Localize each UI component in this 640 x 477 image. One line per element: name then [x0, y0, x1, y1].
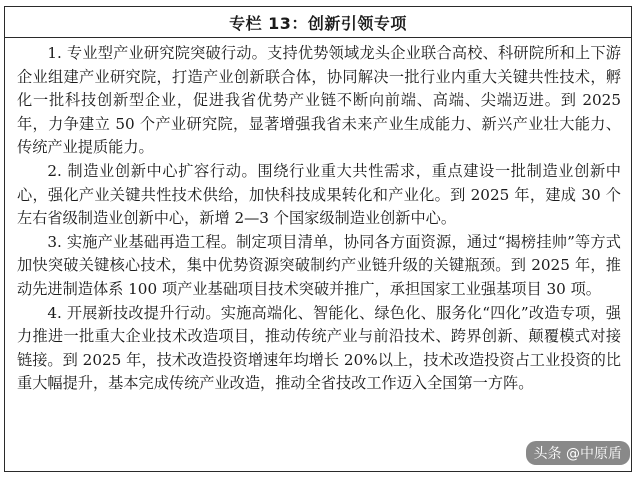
column-body	[5, 38, 631, 396]
item-paragraph-1: 1. 专业型产业研究院突破行动。支持优势领域龙头企业联合高校、科研院所和上下游企业组建产业研究院，打造产业创新联合体，协同解决一批行业内重大关键共性技术，孵化一批科技创新型企业，促进我省优势产业链不断向前端、高端、尖端迈进。到 2025 年，力争建立 50 个产业研究院，显著增强我省未来产业生成能力、新兴产业壮大能力、传统产业提质能力。	[17, 44, 621, 157]
source-watermark: 头条 @中原盾	[526, 441, 630, 465]
column-title: 专栏 13：创新引领专项	[5, 7, 631, 38]
item-paragraph-4: 4. 开展新技改提升行动。实施高端化、智能化、绿色化、服务化“四化”改造专项，强力推进一批重大企业技术改造项目，推动传统产业与前沿技术、跨界创新、颠覆模式对接链接。到 2025 年，技术改造投资增速年均增长 20%以上，技术改造投资占工业投资的比重大幅提升，基本完成传统产业改造，推动全省技改工作迈入全国第一方阵。	[17, 303, 621, 393]
item-paragraph-2: 2. 制造业创新中心扩容行动。围绕行业重大共性需求，重点建设一批制造业创新中心，强化产业关键共性技术供给，加快科技成果转化和产业化。到 2025 年，建成 30 个左右省级制造业创新中心，新增 2—3 个国家级制造业创新中心。	[17, 161, 621, 228]
item-paragraph-3: 3. 实施产业基础再造工程。制定项目清单，协同各方面资源，通过“揭榜挂帅”等方式加快突破关键核心技术，集中优势资源突破制约产业链升级的关键瓶颈。到 2025 年，推动先进制造体系 100 项产业基础项目技术突破并推广，承担国家工业强基项目 30 项。	[17, 232, 621, 298]
column-box	[4, 6, 632, 472]
